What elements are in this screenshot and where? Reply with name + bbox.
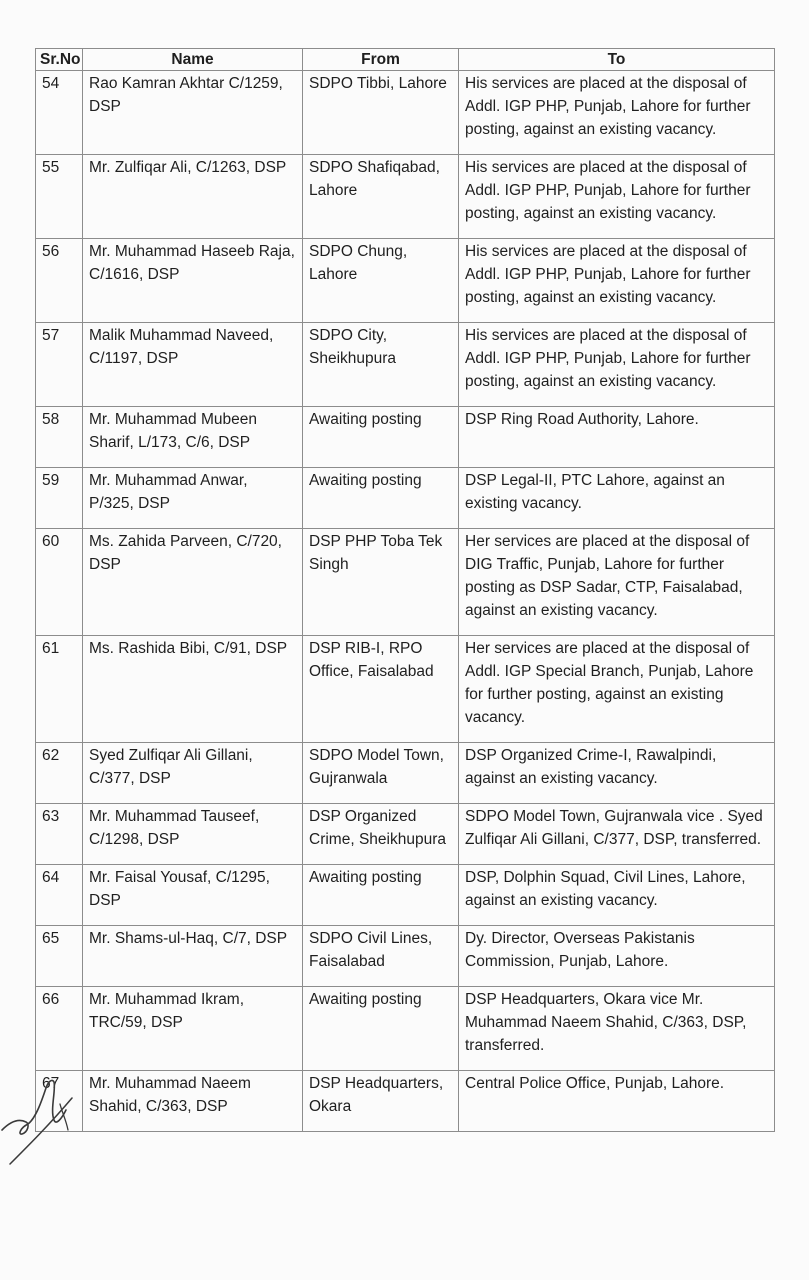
cell-to: DSP Organized Crime-I, Rawalpindi, against an existing vacancy. bbox=[459, 743, 775, 804]
cell-name: Ms. Rashida Bibi, C/91, DSP bbox=[83, 636, 303, 743]
cell-srno: 54 bbox=[36, 71, 83, 155]
cell-from: Awaiting posting bbox=[303, 987, 459, 1071]
header-to: To bbox=[459, 49, 775, 71]
cell-srno: 64 bbox=[36, 865, 83, 926]
cell-to: His services are placed at the disposal of Addl. IGP PHP, Punjab, Lahore for further posting, against an existing vacancy. bbox=[459, 323, 775, 407]
cell-srno: 61 bbox=[36, 636, 83, 743]
cell-to: His services are placed at the disposal of Addl. IGP PHP, Punjab, Lahore for further posting, against an existing vacancy. bbox=[459, 71, 775, 155]
cell-to: Her services are placed at the disposal of DIG Traffic, Punjab, Lahore for further posting as DSP Sadar, CTP, Faisalabad, against an existing vacancy. bbox=[459, 529, 775, 636]
cell-from: Awaiting posting bbox=[303, 468, 459, 529]
cell-from: Awaiting posting bbox=[303, 407, 459, 468]
cell-name: Mr. Muhammad Mubeen Sharif, L/173, C/6, DSP bbox=[83, 407, 303, 468]
cell-srno: 57 bbox=[36, 323, 83, 407]
cell-from: SDPO Shafiqabad, Lahore bbox=[303, 155, 459, 239]
cell-name: Mr. Shams-ul-Haq, C/7, DSP bbox=[83, 926, 303, 987]
table-row bbox=[36, 743, 775, 804]
table-row bbox=[36, 804, 775, 865]
cell-from: SDPO Tibbi, Lahore bbox=[303, 71, 459, 155]
cell-from: SDPO City, Sheikhupura bbox=[303, 323, 459, 407]
cell-to: SDPO Model Town, Gujranwala vice . Syed Zulfiqar Ali Gillani, C/377, DSP, transferred. bbox=[459, 804, 775, 865]
cell-to: Her services are placed at the disposal of Addl. IGP Special Branch, Punjab, Lahore for further posting, against an existing vacancy. bbox=[459, 636, 775, 743]
cell-from: DSP RIB-I, RPO Office, Faisalabad bbox=[303, 636, 459, 743]
table-row bbox=[36, 529, 775, 636]
table-row bbox=[36, 636, 775, 743]
cell-to: Dy. Director, Overseas Pakistanis Commission, Punjab, Lahore. bbox=[459, 926, 775, 987]
cell-srno: 60 bbox=[36, 529, 83, 636]
cell-to: DSP Headquarters, Okara vice Mr. Muhammad Naeem Shahid, C/363, DSP, transferred. bbox=[459, 987, 775, 1071]
cell-name: Mr. Muhammad Anwar, P/325, DSP bbox=[83, 468, 303, 529]
table-body bbox=[36, 71, 775, 1132]
cell-from: DSP PHP Toba Tek Singh bbox=[303, 529, 459, 636]
table-row bbox=[36, 1071, 775, 1132]
header-row bbox=[36, 49, 775, 71]
cell-srno: 59 bbox=[36, 468, 83, 529]
cell-from: Awaiting posting bbox=[303, 865, 459, 926]
cell-to: Central Police Office, Punjab, Lahore. bbox=[459, 1071, 775, 1132]
cell-name: Malik Muhammad Naveed, C/1197, DSP bbox=[83, 323, 303, 407]
cell-srno: 63 bbox=[36, 804, 83, 865]
cell-to: DSP Legal-II, PTC Lahore, against an existing vacancy. bbox=[459, 468, 775, 529]
table-row bbox=[36, 239, 775, 323]
table-row bbox=[36, 323, 775, 407]
cell-srno: 55 bbox=[36, 155, 83, 239]
cell-srno: 58 bbox=[36, 407, 83, 468]
cell-name: Mr. Zulfiqar Ali, C/1263, DSP bbox=[83, 155, 303, 239]
cell-name: Mr. Muhammad Ikram, TRC/59, DSP bbox=[83, 987, 303, 1071]
cell-from: DSP Headquarters, Okara bbox=[303, 1071, 459, 1132]
cell-srno: 66 bbox=[36, 987, 83, 1071]
table-row bbox=[36, 155, 775, 239]
cell-srno: 65 bbox=[36, 926, 83, 987]
cell-name: Ms. Zahida Parveen, C/720, DSP bbox=[83, 529, 303, 636]
cell-srno: 62 bbox=[36, 743, 83, 804]
table-row bbox=[36, 407, 775, 468]
cell-from: SDPO Chung, Lahore bbox=[303, 239, 459, 323]
cell-to: His services are placed at the disposal of Addl. IGP PHP, Punjab, Lahore for further posting, against an existing vacancy. bbox=[459, 155, 775, 239]
cell-name: Mr. Muhammad Haseeb Raja, C/1616, DSP bbox=[83, 239, 303, 323]
cell-from: SDPO Model Town, Gujranwala bbox=[303, 743, 459, 804]
cell-from: SDPO Civil Lines, Faisalabad bbox=[303, 926, 459, 987]
cell-name: Mr. Muhammad Tauseef, C/1298, DSP bbox=[83, 804, 303, 865]
table-row bbox=[36, 468, 775, 529]
header-srno: Sr.No bbox=[36, 49, 83, 71]
cell-to: His services are placed at the disposal of Addl. IGP PHP, Punjab, Lahore for further posting, against an existing vacancy. bbox=[459, 239, 775, 323]
cell-from: DSP Organized Crime, Sheikhupura bbox=[303, 804, 459, 865]
posting-table bbox=[35, 48, 775, 1132]
table-row bbox=[36, 71, 775, 155]
table-row bbox=[36, 926, 775, 987]
table-row bbox=[36, 987, 775, 1071]
cell-to: DSP, Dolphin Squad, Civil Lines, Lahore, against an existing vacancy. bbox=[459, 865, 775, 926]
cell-name: Mr. Faisal Yousaf, C/1295, DSP bbox=[83, 865, 303, 926]
table-header bbox=[36, 49, 775, 71]
table-row bbox=[36, 865, 775, 926]
cell-srno: 56 bbox=[36, 239, 83, 323]
cell-srno: 67 bbox=[36, 1071, 83, 1132]
header-name: Name bbox=[83, 49, 303, 71]
cell-name: Rao Kamran Akhtar C/1259, DSP bbox=[83, 71, 303, 155]
cell-name: Mr. Muhammad Naeem Shahid, C/363, DSP bbox=[83, 1071, 303, 1132]
header-from: From bbox=[303, 49, 459, 71]
cell-to: DSP Ring Road Authority, Lahore. bbox=[459, 407, 775, 468]
cell-name: Syed Zulfiqar Ali Gillani, C/377, DSP bbox=[83, 743, 303, 804]
